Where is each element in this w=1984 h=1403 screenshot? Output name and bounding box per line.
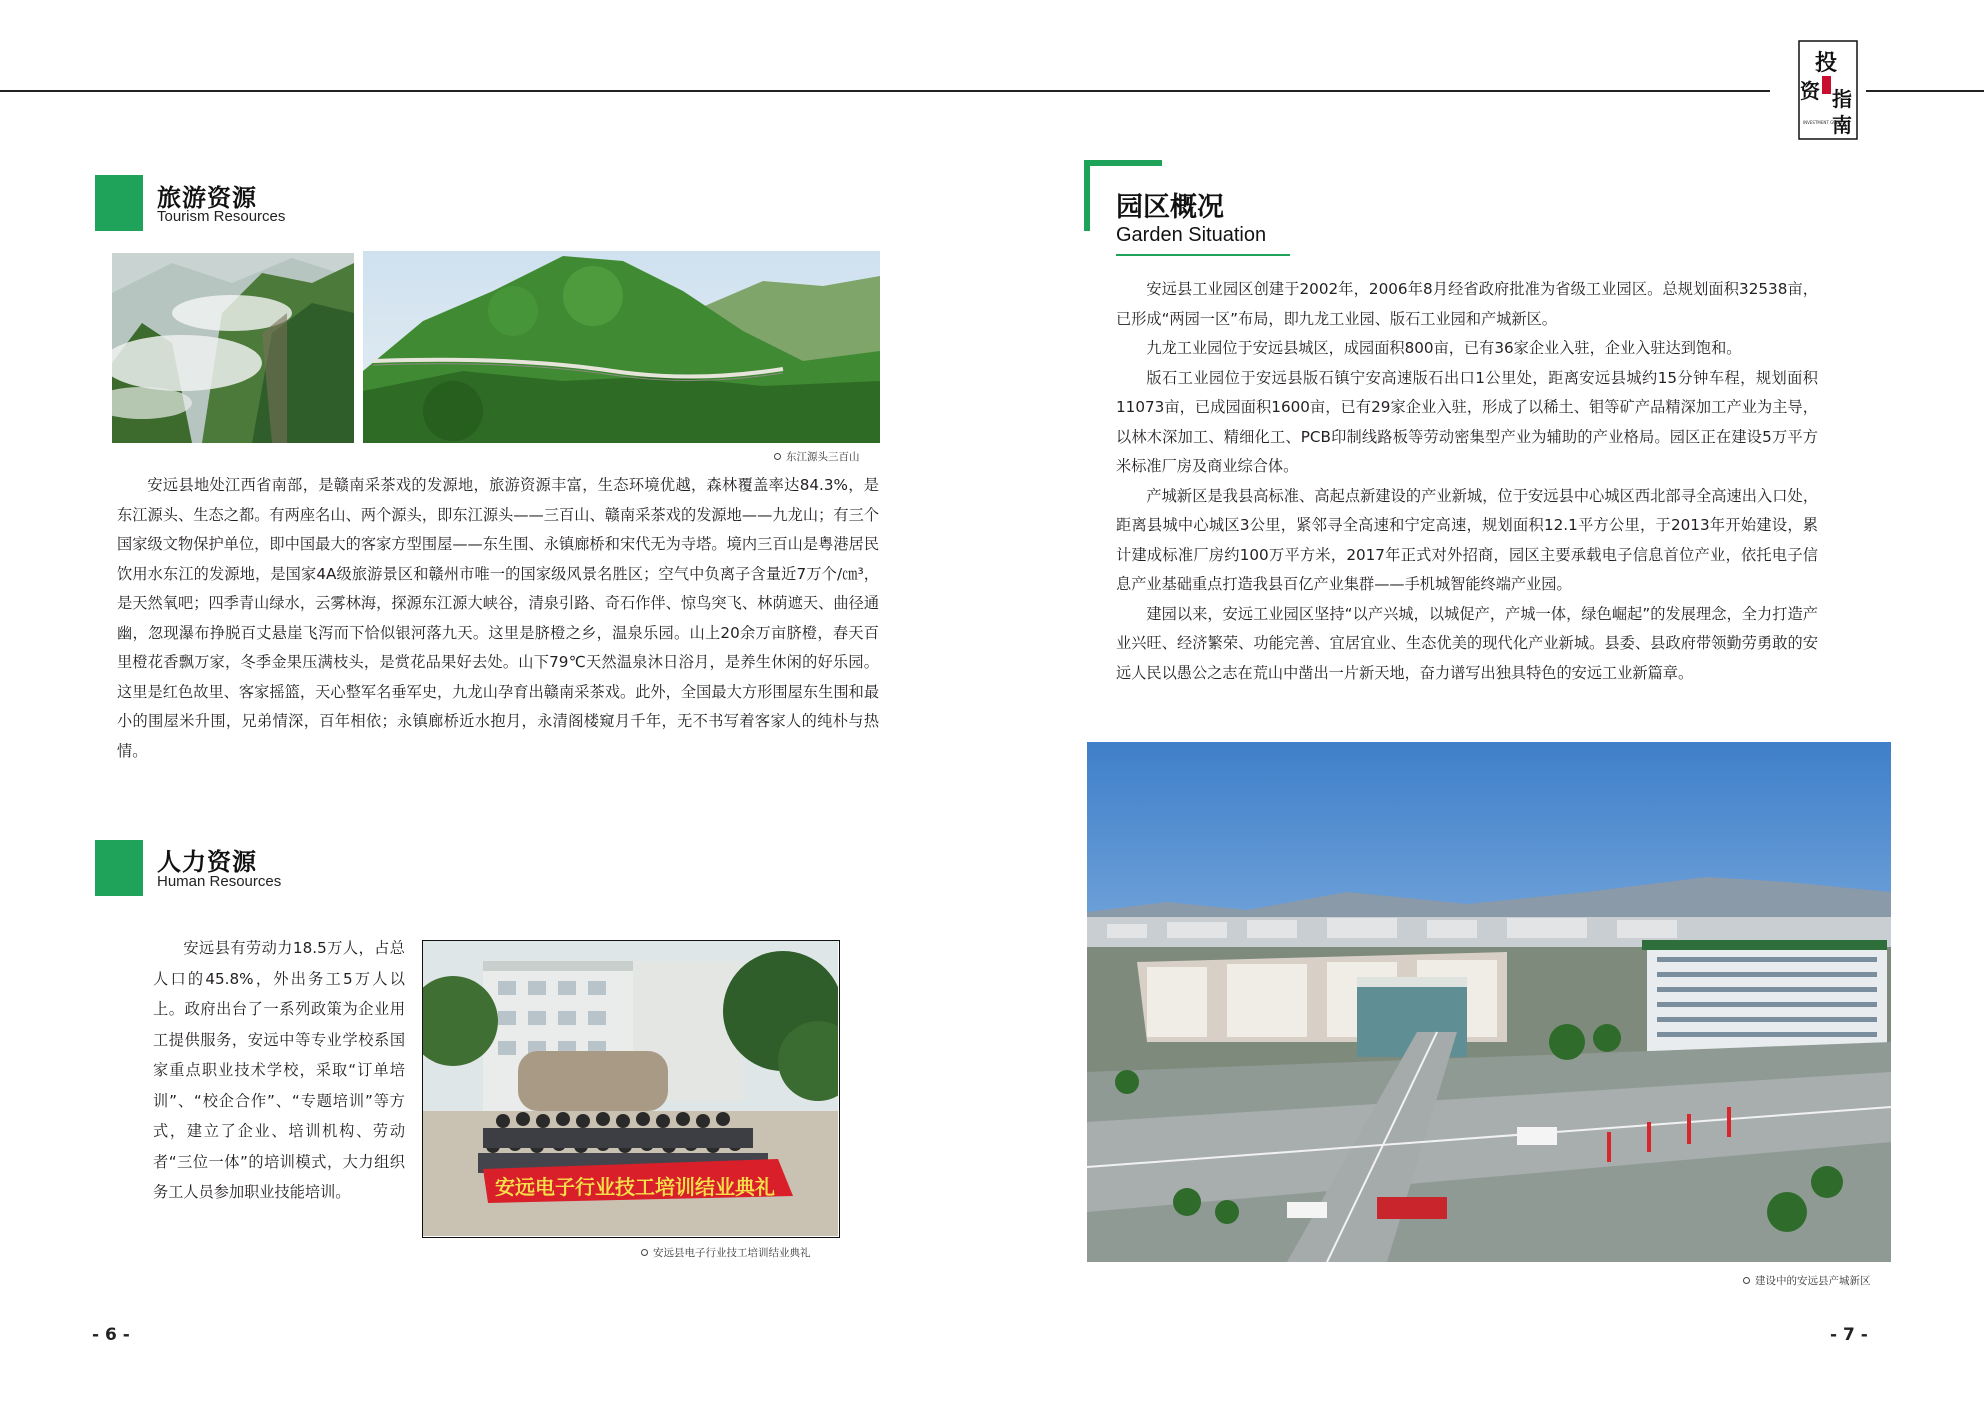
garden-paragraph-5: 建园以来，安远工业园区坚持“以产兴城，以城促产，产城一体，绿色崛起”的发展理念，全力打造产业兴旺、经济繁荣、功能完善、宜居宜业、生态优美的现代化产业新城。县委、县政府带领勤劳勇敢的安远人民以愚公之志在荒山中凿出一片新天地，奋力谱写出独具特色的安远工业新篇章。 bbox=[1116, 604, 1818, 682]
tourism-text bbox=[117, 471, 879, 766]
tourism-photo-caption bbox=[774, 449, 860, 464]
graduation-ceremony-photo bbox=[422, 940, 840, 1238]
page-number-left: - 6 - bbox=[92, 1325, 130, 1345]
tourism-heading-block bbox=[95, 175, 143, 231]
garden-paragraph-2: 九龙工业园位于安远县城区，成园面积800亩，已有36家企业入驻，企业入驻达到饱和。 bbox=[1146, 339, 1742, 357]
top-rule bbox=[0, 90, 1770, 92]
human-subtitle: Human Resources bbox=[157, 873, 282, 890]
industrial-park-aerial-photo bbox=[1087, 742, 1891, 1262]
tourism-paragraph: 安远县地处江西省南部，是赣南采茶戏的发源地，旅游资源丰富，生态环境优越，森林覆盖率达84.3%，是东江源头、生态之都。有两座名山、两个源头，即东江源头——三百山、赣南采茶戏的发源地——九龙山；有三个国家级文物保护单位，即中国最大的客家方型围屋——东生围、永镇廊桥和宋代无为寺塔。境内三百山是粤港居民饮用水东江的发源地，是国家4A级旅游景区和赣州市唯一的国家级风景名胜区；空气中负离子含量近7万个/㎝³，是天然氧吧；四季青山绿水，云雾林海，探源东江源大峡谷，清泉引路、奇石作伴、惊鸟突飞、林荫遮天、曲径通幽，忽现瀑布挣脱百丈悬崖飞泻而下恰似银河落九天。这里是脐橙之乡，温泉乐园。山上20余万亩脐橙，春天百里橙花香飘万家，冬季金果压满枝头，是赏花品果好去处。山下79℃天然温泉沐日浴月，是养生休闲的好乐园。这里是红色故里、客家摇篮，天心整军名垂军史，九龙山孕育出赣南采茶戏。此外，全国最大方形围屋东生围和最小的围屋米升围，兄弟情深，百年相依；永镇廊桥近水抱月，永清阁楼窥月千年，无不书写着客家人的纯朴与热情。 bbox=[117, 476, 879, 760]
caption-bullet-icon bbox=[774, 453, 781, 460]
logo-char-4: 南 bbox=[1832, 113, 1852, 137]
misty-mountain-photo bbox=[112, 253, 354, 443]
logo-char-1: 投 bbox=[1815, 50, 1838, 76]
park-photo-caption bbox=[1743, 1273, 1871, 1288]
top-rule-right bbox=[1866, 90, 1984, 92]
human-paragraph: 安远县有劳动力18.5万人，占总人口的45.8%，外出务工5万人以上。政府出台了一系列政策为企业用工提供服务，安远中等专业学校系国家重点职业技术学校，采取“订单培训”、“校企合作”、“专题培训”等方式，建立了企业、培训机构、劳动者“三位一体”的培训模式，大力组织务工人员参加职业技能培训。 bbox=[153, 939, 405, 1201]
logo-char-2: 资 bbox=[1800, 79, 1820, 103]
logo-char-3: 指 bbox=[1832, 87, 1852, 111]
banner-text: 安远电子行业技工培训结业典礼 bbox=[495, 1175, 775, 1199]
garden-title: 园区概况 bbox=[1116, 192, 1224, 223]
mountain-road-photo bbox=[363, 251, 880, 443]
human-text bbox=[153, 933, 405, 1208]
garden-subtitle: Garden Situation bbox=[1116, 224, 1267, 246]
caption-text: 东江源头三百山 bbox=[786, 451, 860, 463]
caption-text: 建设中的安远县产城新区 bbox=[1755, 1275, 1871, 1287]
tourism-subtitle: Tourism Resources bbox=[157, 208, 286, 225]
tourism-title: 旅游资源 bbox=[157, 184, 257, 212]
garden-paragraph-1: 安远县工业园区创建于2002年，2006年8月经省政府批准为省级工业园区。总规划面积32538亩，已形成“两园一区”布局，即九龙工业园、版石工业园和产城新区。 bbox=[1116, 280, 1818, 328]
garden-underline bbox=[1116, 254, 1290, 256]
human-heading-block bbox=[95, 840, 143, 896]
garden-paragraph-3: 版石工业园位于安远县版石镇宁安高速版石出口1公里处，距离安远县城约15分钟车程，规划面积11073亩，已成园面积1600亩，已有29家企业入驻，形成了以稀土、钼等矿产品精深加工产业为主导，以林木深加工、精细化工、PCB印制线路板等劳动密集型产业为辅助的产业格局。园区正在建设5万平方米标准厂房及商业综合体。 bbox=[1116, 368, 1818, 475]
investment-guide-logo bbox=[1798, 40, 1858, 140]
page-number-right: - 7 - bbox=[1830, 1325, 1868, 1345]
human-photo-caption bbox=[641, 1245, 811, 1260]
garden-paragraph-4: 产城新区是我县高标准、高起点新建设的产业新城，位于安远县中心城区西北部寻全高速出入口处，距离县城中心城区3公里，紧邻寻全高速和宁定高速，规划面积12.1平方公里，于2013年开始建设，累计建成标准厂房约100万平方米，2017年正式对外招商，园区主要承载电子信息首位产业，依托电子信息产业基础重点打造我县百亿产业集群——手机城智能终端产业园。 bbox=[1116, 486, 1818, 593]
logo-small-text: INVESTMENT GUIDE bbox=[1803, 120, 1843, 125]
caption-bullet-icon bbox=[641, 1249, 648, 1256]
garden-text bbox=[1116, 275, 1818, 688]
caption-text: 安远县电子行业技工培训结业典礼 bbox=[653, 1247, 811, 1259]
caption-bullet-icon bbox=[1743, 1277, 1750, 1284]
human-title: 人力资源 bbox=[157, 848, 257, 876]
